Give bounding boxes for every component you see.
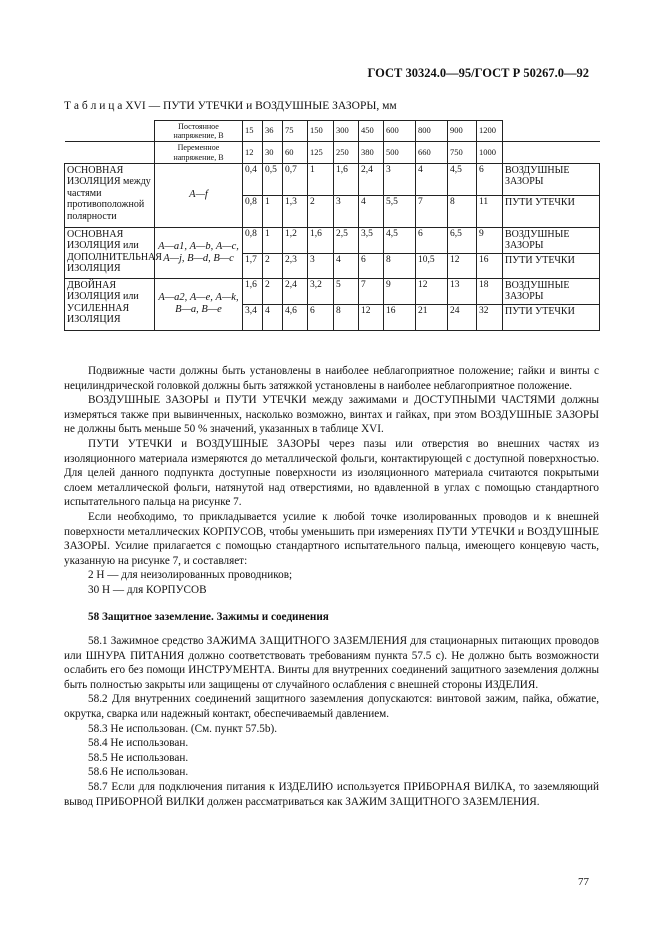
insulation-category: ОСНОВНАЯ ИЗОЛЯЦИЯ между частями противоположной полярности [65,163,155,227]
table-row [65,163,600,195]
ac-cell: 750 [448,142,477,163]
table-cell: 16 [384,304,416,330]
table-row [65,278,600,304]
table-cell: 7 [416,195,448,227]
table-cell: 9 [477,227,503,253]
dc-cell: 36 [263,121,283,142]
dc-cell: 75 [283,121,308,142]
paragraph: 58.7 Если для подключения питания к ИЗДЕЛИЮ используется ПРИБОРНАЯ ВИЛКА, то заземляющий вывод ПРИБОРНОЙ ВИЛКИ должен рассматриваться как ЗАЖИМ ЗАЩИТНОГО ЗАЗЕМЛЕНИЯ. [64,781,599,808]
table-cell: 1,6 [308,227,334,253]
ac-voltage-label: Переменное напряжение, В [155,142,243,163]
ac-cell: 125 [308,142,334,163]
dc-voltage-label: Постоянное напряжение, В [155,121,243,142]
row-label: ПУТИ УТЕЧКИ [503,253,600,278]
paragraph: ВОЗДУШНЫЕ ЗАЗОРЫ и ПУТИ УТЕЧКИ между зажимами и ДОСТУПНЫМИ ЧАСТЯМИ должны измеряться также при вывинченных, насколько возможно, винтах и гайках, при этом ВОЗДУШНЫЕ ЗАЗОРЫ не должны быть меньше 50 % значений, указанных в таблице XVI. [64,394,599,436]
paragraph: Подвижные части должны быть установлены в наиболее неблагоприятное положение; гайки и винты с нецилиндрической головкой должны быть затяжкой установлены в наиболее неблагоприятное положение. [64,365,599,392]
table-cell: 6 [308,304,334,330]
table-header-dc [65,121,600,142]
table-cell: 8 [448,195,477,227]
dc-cell: 15 [243,121,263,142]
table-cell: 0,4 [243,163,263,195]
row-label: ПУТИ УТЕЧКИ [503,304,600,330]
document-header: ГОСТ 30324.0—95/ГОСТ Р 50267.0—92 [367,66,589,80]
table-cell: 1 [308,163,334,195]
table-cell: 1,6 [243,278,263,304]
ac-cell: 250 [334,142,359,163]
ac-cell: 60 [283,142,308,163]
table-cell: 10,5 [416,253,448,278]
row-label: ВОЗДУШНЫЕ ЗАЗОРЫ [503,227,600,253]
table-cell: 4,6 [283,304,308,330]
table-cell: 18 [477,278,503,304]
table-cell: 8 [384,253,416,278]
table-caption: Т а б л и ц а XVI — ПУТИ УТЕЧКИ и ВОЗДУШНЫЕ ЗАЗОРЫ, мм [64,100,397,112]
paragraph: 58.5 Не использован. [88,751,189,764]
table-cell: 6 [477,163,503,195]
table-cell: 4,5 [384,227,416,253]
body-text [64,364,599,809]
table-cell: 1,3 [283,195,308,227]
row-label: ВОЗДУШНЫЕ ЗАЗОРЫ [503,163,600,195]
table-cell: 9 [384,278,416,304]
table-cell: 12 [416,278,448,304]
table-cell: 2,3 [283,253,308,278]
page-number: 77 [578,876,589,888]
insulation-category: ОСНОВНАЯ ИЗОЛЯЦИЯ или ДОПОЛНИТЕЛЬНАЯ ИЗОЛЯЦИЯ [65,227,155,278]
insulation-condition: А—а2, А—е, А—k, В—а, В—е [155,278,243,330]
paragraph: ПУТИ УТЕЧКИ и ВОЗДУШНЫЕ ЗАЗОРЫ через пазы или отверстия во внешних частях из изоляционного материала измеряются до металлической фольги, контактирующей с доступной поверхностью. Для целей данного подпункта доступные поверхности из изоляционного материала считаются покрытыми слоем металлической фольги, натянутой над отверстиями, но вдавленной в углах с помощью стандартного испытательного пальца на рисунке 7. [64,437,599,509]
table-cell: 3,4 [243,304,263,330]
table-cell: 6,5 [448,227,477,253]
table-cell: 32 [477,304,503,330]
paragraph: 58.4 Не использован. [88,737,189,750]
table-cell: 4 [263,304,283,330]
table-cell: 13 [448,278,477,304]
table-cell: 6 [359,253,384,278]
creepage-clearance-table [64,120,600,331]
dc-cell: 800 [416,121,448,142]
table-cell: 1 [263,227,283,253]
table-cell: 12 [359,304,384,330]
section-title: 58 Защитное заземление. Зажимы и соединения [88,610,329,623]
table-cell: 0,8 [243,227,263,253]
dc-cell: 1200 [477,121,503,142]
table-cell: 4 [416,163,448,195]
dc-cell: 600 [384,121,416,142]
table-cell: 3 [308,253,334,278]
table-cell: 4,5 [448,163,477,195]
row-label: ПУТИ УТЕЧКИ [503,195,600,227]
table-cell: 7 [359,278,384,304]
insulation-category: ДВОЙНАЯ ИЗОЛЯЦИЯ или УСИЛЕННАЯ ИЗОЛЯЦИЯ [65,278,155,330]
table-cell: 1,6 [334,163,359,195]
table-cell: 2,4 [283,278,308,304]
table-cell: 1,7 [243,253,263,278]
table-cell: 3,2 [308,278,334,304]
ac-cell: 500 [384,142,416,163]
list-item: 30 Н — для КОРПУСОВ [88,583,207,596]
table-cell: 2,5 [334,227,359,253]
ac-cell: 12 [243,142,263,163]
table-cell: 3,5 [359,227,384,253]
paragraph: 58.6 Не использован. [88,766,189,779]
ac-cell: 30 [263,142,283,163]
table-cell: 2 [263,253,283,278]
table-cell: 1,2 [283,227,308,253]
table-cell: 3 [334,195,359,227]
table-header-ac [65,142,600,163]
table-cell: 0,8 [243,195,263,227]
table-cell: 21 [416,304,448,330]
dc-cell: 150 [308,121,334,142]
table-cell: 5,5 [384,195,416,227]
dc-cell: 900 [448,121,477,142]
insulation-condition: А—а1, А—b, А—с, А—j, В—d, В—с [155,227,243,278]
insulation-condition: А—f [155,163,243,227]
paragraph: 58.1 Зажимное средство ЗАЖИМА ЗАЩИТНОГО ЗАЗЕМЛЕНИЯ для стационарных питающих проводов или ШНУРА ПИТАНИЯ должно соответствовать требованиям пункта 57.5 с). Не должно быть возможности ослабить его без помощи ИНСТРУМЕНТА. Винты для внутренних соединений защитного заземления должны быть полностью закрыты или защищены от случайного ослабления с внешней стороны ИЗДЕЛИЯ. [64,635,599,691]
table-cell: 4 [359,195,384,227]
table-cell: 12 [448,253,477,278]
dc-cell: 450 [359,121,384,142]
ac-cell: 1000 [477,142,503,163]
table-cell: 3 [384,163,416,195]
table-cell: 6 [416,227,448,253]
table-cell: 0,7 [283,163,308,195]
table-cell: 8 [334,304,359,330]
paragraph: Если необходимо, то прикладывается усилие к любой точке изолированных проводов и к внешней поверхности металлических КОРПУСОВ, чтобы уменьшить при измерениях ПУТИ УТЕЧКИ и ВОЗДУШНЫЕ ЗАЗОРЫ. Усилие прилагается с помощью стандартного испытательного пальца, имеющего концевую часть, указанную на рисунке 7, и составляет: [64,510,599,567]
table-cell: 2,4 [359,163,384,195]
table-row [65,227,600,253]
dc-cell: 300 [334,121,359,142]
ac-cell: 380 [359,142,384,163]
table-cell: 11 [477,195,503,227]
table-cell: 0,5 [263,163,283,195]
table-cell: 16 [477,253,503,278]
table-cell: 4 [334,253,359,278]
table-cell: 2 [263,278,283,304]
table-cell: 2 [308,195,334,227]
table-cell: 1 [263,195,283,227]
list-item: 2 Н — для неизолированных проводников; [88,569,293,582]
table-cell: 24 [448,304,477,330]
row-label: ВОЗДУШНЫЕ ЗАЗОРЫ [503,278,600,304]
table-cell: 5 [334,278,359,304]
paragraph: 58.3 Не использован. (См. пункт 57.5b). [88,722,278,735]
paragraph: 58.2 Для внутренних соединений защитного заземления допускаются: винтовой зажим, пайка, обжатие, окрутка, сварка или надежный контакт, обеспечиваемый давлением. [64,693,599,721]
ac-cell: 660 [416,142,448,163]
